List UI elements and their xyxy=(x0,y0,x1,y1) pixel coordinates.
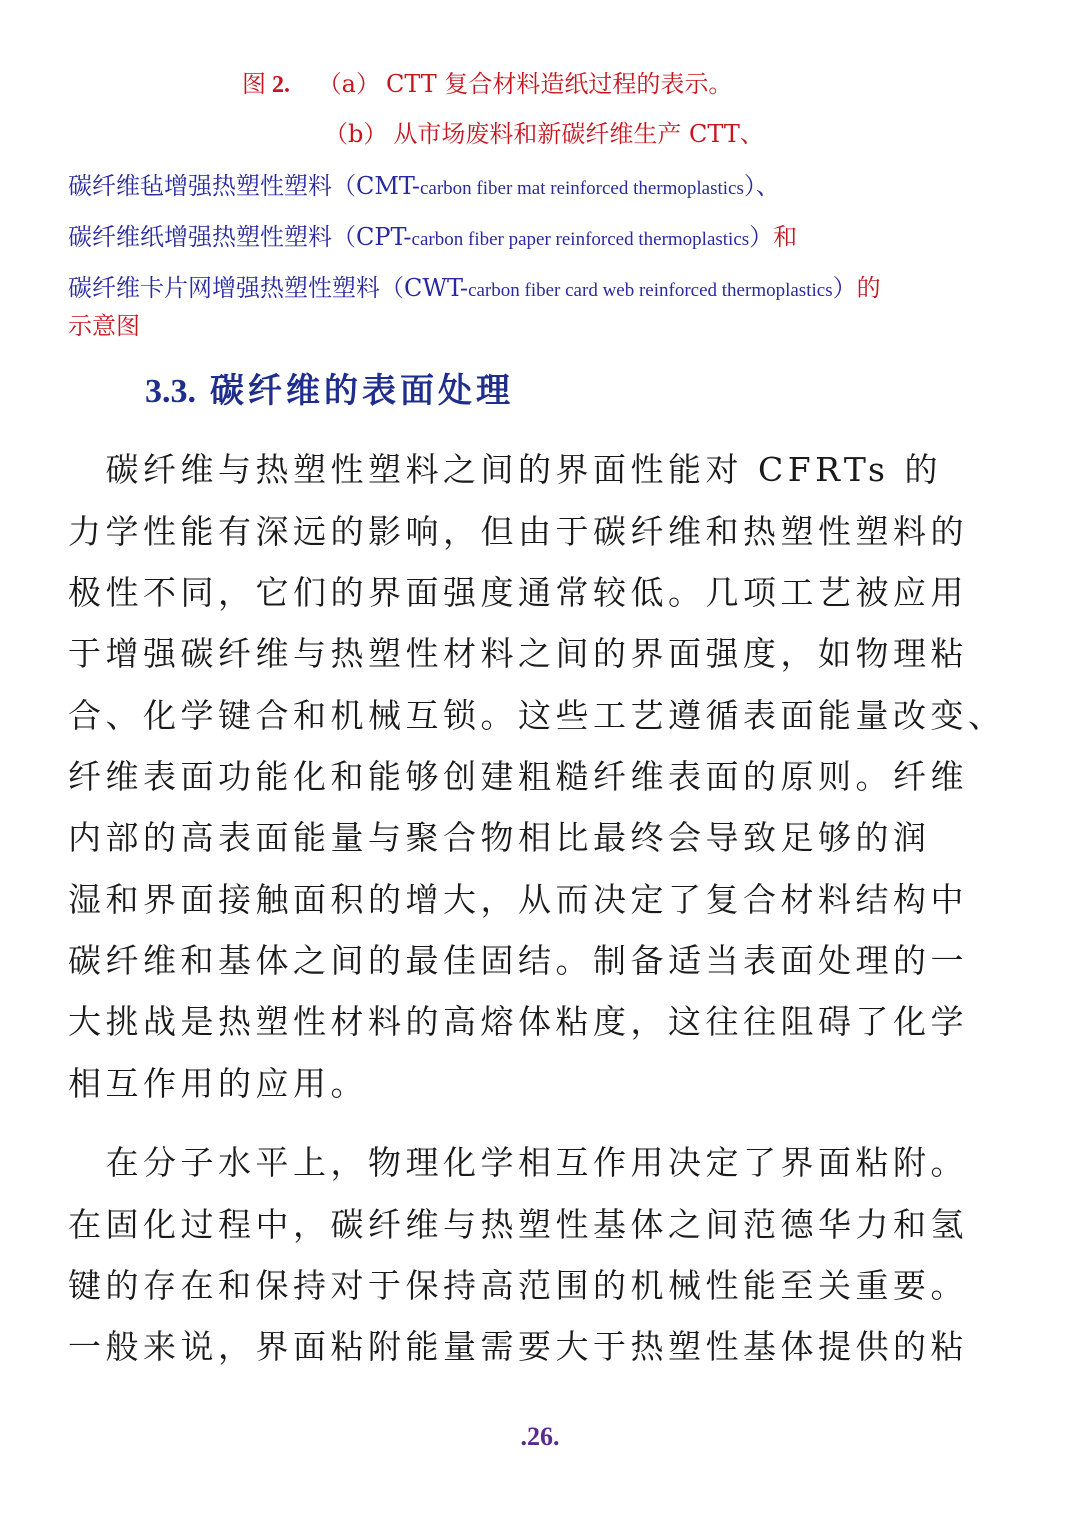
section-heading xyxy=(145,368,514,415)
cmt-label: 碳纤维毡增强热塑性塑料（CMT- xyxy=(68,172,420,200)
paragraph-1-line: 极性不同，它们的界面强度通常较低。几项工艺被应用 xyxy=(68,573,968,612)
caption-line-3 xyxy=(0,170,1080,205)
part-a-marker: （a） xyxy=(317,70,380,98)
paragraph-2-line: 在分子水平上，物理化学相互作用决定了界面粘附。 xyxy=(68,1143,968,1182)
caption-line-6 xyxy=(0,310,1080,342)
fig-label: 图 xyxy=(242,70,266,98)
paragraph-1-line: 合、化学键合和机械互锁。这些工艺遵循表面能量改变、 xyxy=(68,696,1006,735)
section-number: 3.3. xyxy=(145,373,196,410)
cpt-tail: 和 xyxy=(773,223,798,251)
paragraph-1-line: 碳纤维和基体之间的最佳固结。制备适当表面处理的一 xyxy=(68,941,968,980)
caption-line-1 xyxy=(0,68,1080,101)
fig-number: 2. xyxy=(272,72,290,98)
page-number: .26. xyxy=(520,1422,560,1451)
part-a-text: CTT 复合材料造纸过程的表示。 xyxy=(385,70,733,98)
paragraph-1-line: 湿和界面接触面积的增大，从而决定了复合材料结构中 xyxy=(68,880,968,919)
paragraph-1-line: 内部的高表面能量与聚合物相比最终会导致足够的润 xyxy=(68,818,931,857)
paragraph-1-line: 相互作用的应用。 xyxy=(68,1064,368,1103)
paragraph-2-line: 键的存在和保持对于保持高范围的机械性能至关重要。 xyxy=(68,1266,968,1305)
paragraph-1-line: 于增强碳纤维与热塑性材料之间的界面强度，如物理粘 xyxy=(68,634,968,673)
cmt-end: ）、 xyxy=(743,172,780,200)
paragraph-1-line: 力学性能有深远的影响，但由于碳纤维和热塑性塑料的 xyxy=(68,512,968,551)
paragraph-1-line: 大挑战是热塑性材料的高熔体粘度，这往往阻碍了化学 xyxy=(68,1002,968,1041)
section-title: 碳纤维的表面处理 xyxy=(210,371,514,411)
cwt-end: ） xyxy=(832,274,857,302)
paragraph-2-line: 一般来说，界面粘附能量需要大于热塑性基体提供的粘 xyxy=(68,1327,968,1366)
paragraph-1-line: 碳纤维与热塑性塑料之间的界面性能对 CFRTs 的 xyxy=(68,450,942,489)
cpt-end: ） xyxy=(749,223,774,251)
caption-end: 示意图 xyxy=(68,312,140,340)
part-b-marker: （b） xyxy=(324,120,388,148)
caption-line-5 xyxy=(0,272,1080,307)
cwt-tail: 的 xyxy=(856,274,881,302)
cmt-english: carbon fiber mat reinforced thermoplastics xyxy=(419,178,744,199)
cwt-english: carbon fiber card web reinforced thermoplastics xyxy=(468,280,833,301)
caption-line-2 xyxy=(0,118,1080,150)
cwt-label: 碳纤维卡片网增强热塑性塑料（CWT- xyxy=(68,274,469,302)
cpt-english: carbon fiber paper reinforced thermoplastics xyxy=(411,229,750,250)
part-b-text: 从市场废料和新碳纤维生产 CTT、 xyxy=(393,120,764,148)
cpt-label: 碳纤维纸增强热塑性塑料（CPT- xyxy=(68,223,412,251)
paragraph-1-line: 纤维表面功能化和能够创建粗糙纤维表面的原则。纤维 xyxy=(68,757,968,796)
paragraph-2-line: 在固化过程中，碳纤维与热塑性基体之间范德华力和氢 xyxy=(68,1205,968,1244)
caption-line-4 xyxy=(0,221,1080,256)
